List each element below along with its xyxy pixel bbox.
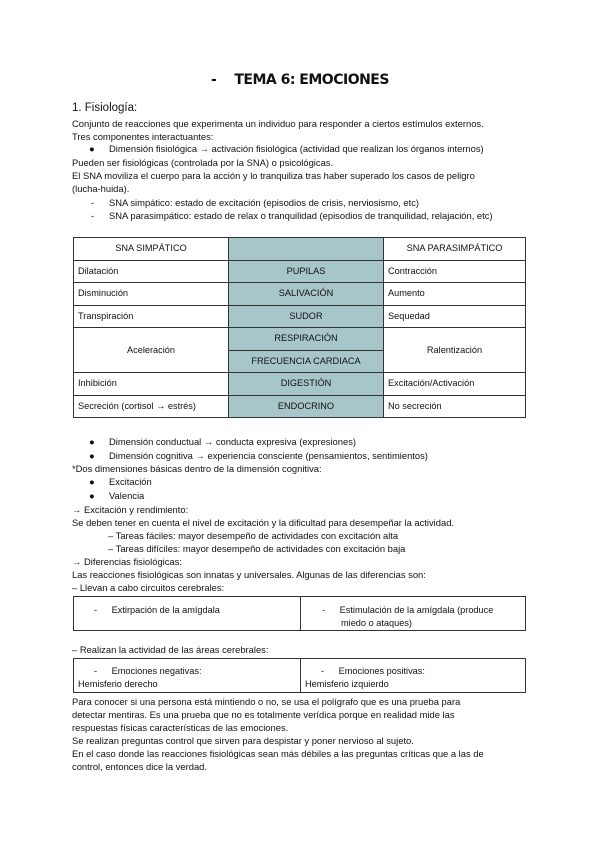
bullet-marker: ● bbox=[89, 450, 95, 461]
table-row bbox=[74, 395, 526, 418]
cell-simpatico: Secreción (cortisol → estrés) bbox=[74, 395, 229, 418]
sna-comparison-table bbox=[73, 237, 526, 418]
list-item-text: Dimensión conductual → conducta expresiva (expresiones) bbox=[109, 436, 357, 447]
table-row bbox=[74, 328, 526, 351]
header-middle bbox=[229, 238, 384, 261]
list-item bbox=[89, 143, 484, 156]
bullet-marker: ● bbox=[89, 490, 95, 501]
paragraph-line: El SNA moviliza el cuerpo para la acción y lo tranquiliza tras haber superado los casos de peligro bbox=[72, 170, 475, 181]
header-simpatico: SNA SIMPÁTICO bbox=[74, 238, 229, 261]
paragraph-line: respuestas físicas características de las emociones. bbox=[72, 722, 289, 733]
cell-simpatico: Dilatación bbox=[74, 260, 229, 283]
dash-marker: - bbox=[322, 605, 326, 615]
list-item-text: Dimensión cognitiva → experiencia consciente (pensamientos, sentimientos) bbox=[109, 450, 428, 461]
box-text: Hemisferio derecho bbox=[78, 678, 158, 689]
paragraph-line: Tres componentes interactuantes: bbox=[72, 131, 214, 142]
list-item bbox=[91, 197, 420, 210]
cell-organ: PUPILAS bbox=[229, 260, 384, 283]
section-heading-fisiologia: 1. Fisiología: bbox=[72, 102, 138, 114]
cell-simpatico: Inhibición bbox=[74, 373, 229, 396]
dash-marker: - bbox=[91, 210, 95, 221]
paragraph-line: Se deben tener en cuenta el nivel de excitación y la dificultad para desempeñar la actividad. bbox=[72, 517, 455, 528]
cell-parasimpatico: No secreción bbox=[384, 395, 526, 418]
box-text: miedo o ataques) bbox=[341, 617, 412, 628]
box-divider bbox=[300, 597, 301, 630]
subheading-excitacion: → Excitación y rendimiento: bbox=[72, 504, 189, 515]
list-item bbox=[89, 490, 145, 503]
dash-marker: - bbox=[91, 197, 95, 208]
cell-parasimpatico: Contracción bbox=[384, 260, 526, 283]
box-text: Emociones negativas: bbox=[111, 666, 202, 676]
list-item-text: SNA simpático: estado de excitación (episodios de crisis, nerviosismo, etc) bbox=[109, 197, 420, 208]
cell-organ: DIGESTIÓN bbox=[229, 373, 384, 396]
cell-simpatico: Transpiración bbox=[74, 305, 229, 328]
table-row bbox=[74, 305, 526, 328]
cell-organ: SUDOR bbox=[229, 305, 384, 328]
hemisferios-box bbox=[73, 658, 526, 693]
dash-marker: - bbox=[94, 605, 98, 615]
box-text: Extirpación de la amígdala bbox=[111, 605, 220, 615]
subheading-circuitos: – Llevan a cabo circuitos cerebrales: bbox=[72, 582, 225, 593]
paragraph-line: control, entonces dice la verdad. bbox=[72, 761, 207, 772]
paragraph-line: Pueden ser fisiológicas (controlada por la SNA) o psicológicas. bbox=[72, 157, 334, 168]
tarea-line: – Tareas difíciles: mayor desempeño de actividades con excitación baja bbox=[108, 543, 406, 554]
paragraph-line: Para conocer si una persona está mintiendo o no, se usa el polígrafo que es una prueba para bbox=[72, 696, 461, 707]
box-right-cell bbox=[322, 604, 493, 630]
bullet-marker: ● bbox=[89, 476, 95, 487]
box-right-cell bbox=[305, 665, 425, 692]
box-left-cell bbox=[94, 604, 220, 630]
dash-marker: - bbox=[321, 666, 325, 676]
cell-parasimpatico: Sequedad bbox=[384, 305, 526, 328]
table-row bbox=[74, 283, 526, 306]
cell-parasimpatico: Ralentización bbox=[384, 328, 526, 373]
cell-organ: SALIVACIÓN bbox=[229, 283, 384, 306]
table-row bbox=[74, 373, 526, 396]
paragraph-line: Conjunto de reacciones que experimenta un individuo para responder a ciertos estímulos externos. bbox=[72, 118, 484, 129]
list-item bbox=[89, 450, 428, 463]
cell-organ: RESPIRACIÓN bbox=[229, 328, 384, 351]
paragraph-line: (lucha-huida). bbox=[72, 183, 130, 194]
page-title bbox=[0, 74, 600, 87]
cell-organ: ENDOCRINO bbox=[229, 395, 384, 418]
subheading-diferencias: → Diferencias fisiológicas: bbox=[72, 556, 182, 567]
header-parasimpatico: SNA PARASIMPÁTICO bbox=[384, 238, 526, 261]
table-row bbox=[74, 260, 526, 283]
subheading-areas: – Realizan la actividad de las áreas cerebrales: bbox=[72, 644, 269, 655]
bullet-marker: ● bbox=[89, 436, 95, 447]
tarea-line: – Tareas fáciles: mayor desempeño de actividades con excitación alta bbox=[108, 530, 399, 541]
title-dash: - bbox=[211, 72, 217, 88]
cell-simpatico: Disminución bbox=[74, 283, 229, 306]
paragraph-line: Se realizan preguntas control que sirven para despistar y poner nervioso al sujeto. bbox=[72, 735, 414, 746]
dash-marker: - bbox=[94, 666, 98, 676]
cell-simpatico: Aceleración bbox=[74, 328, 229, 373]
paragraph-line: detectar mentiras. Es una prueba que no es totalmente verídica porque en realidad mide las bbox=[72, 709, 455, 720]
box-left-cell bbox=[78, 665, 202, 692]
note-line: *Dos dimensiones básicas dentro de la dimensión cognitiva: bbox=[72, 463, 322, 474]
list-item-text: Dimensión fisiológica → activación fisiológica (actividad que realizan los órganos internos) bbox=[109, 143, 484, 154]
box-text: Hemisferio izquierdo bbox=[305, 678, 389, 689]
list-item-text: Valencia bbox=[109, 490, 145, 501]
list-item-text: Excitación bbox=[109, 476, 152, 487]
list-item-text: SNA parasimpático: estado de relax o tranquilidad (episodios de tranquilidad, relajación, etc) bbox=[109, 210, 493, 221]
bullet-marker: ● bbox=[89, 143, 95, 154]
paragraph-line: Las reacciones fisiológicas son innatas y universales. Algunas de las diferencias son: bbox=[72, 569, 426, 580]
amigdala-box bbox=[73, 596, 526, 631]
cell-organ: FRECUENCIA CARDIACA bbox=[229, 350, 384, 373]
box-text: Estimulación de la amígdala (produce bbox=[339, 605, 494, 615]
list-item bbox=[89, 436, 357, 449]
list-item bbox=[91, 210, 493, 223]
paragraph-line: En el caso donde las reacciones fisiológicas sean más débiles a las preguntas críticas que a las de bbox=[72, 748, 484, 759]
cell-parasimpatico: Excitación/Activación bbox=[384, 373, 526, 396]
box-text: Emociones positivas: bbox=[338, 666, 425, 676]
title-text: TEMA 6: EMOCIONES bbox=[234, 72, 389, 88]
table-header-row bbox=[74, 238, 526, 261]
box-divider bbox=[300, 659, 301, 692]
cell-parasimpatico: Aumento bbox=[384, 283, 526, 306]
list-item bbox=[89, 476, 152, 489]
